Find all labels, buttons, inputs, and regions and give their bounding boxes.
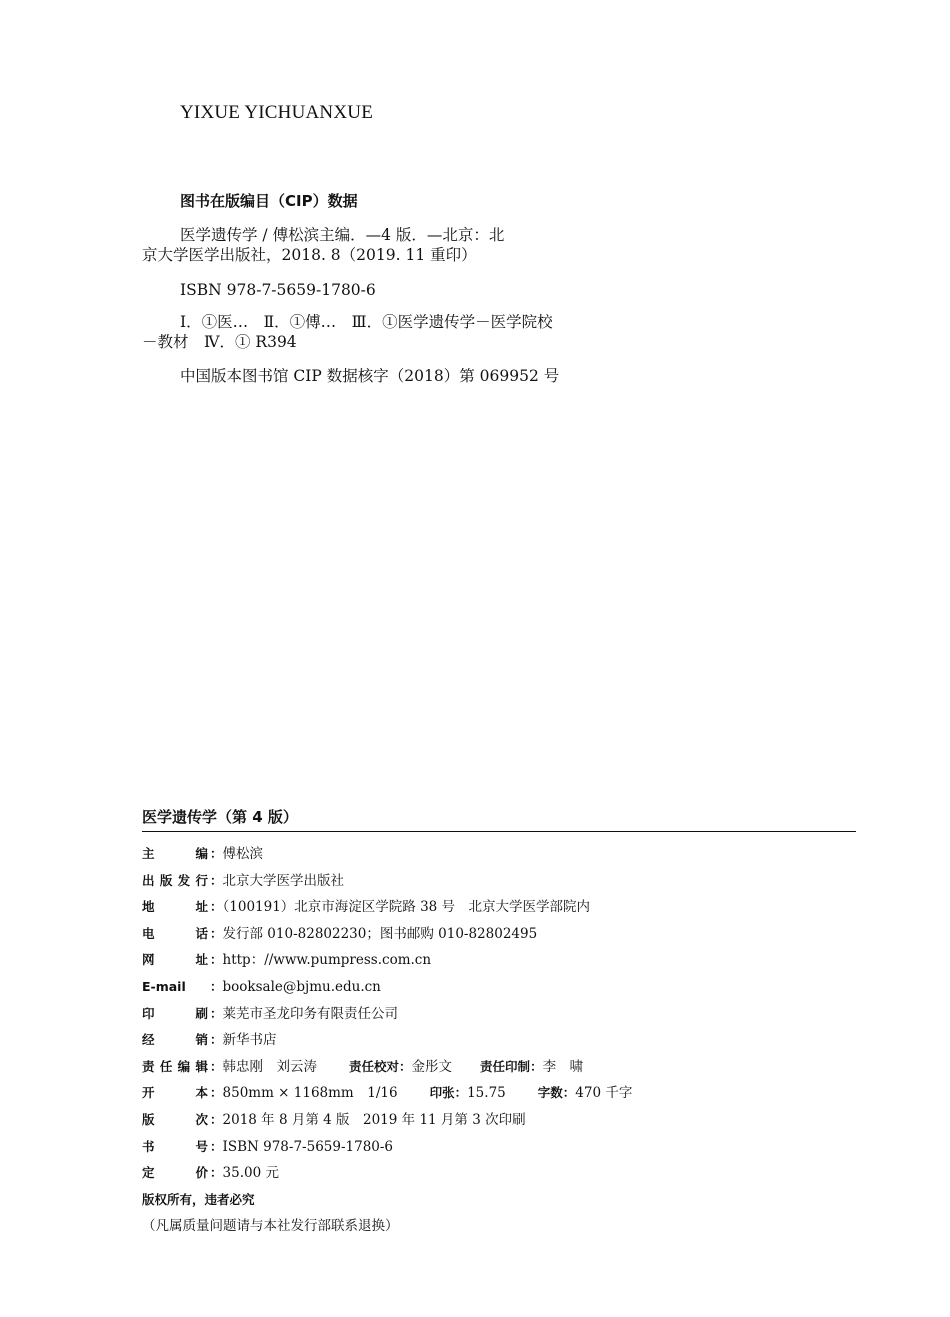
info-row-edition: 版次 ：2018 年 8 月第 4 版 2019 年 11 月第 3 次印刷 (142, 1109, 862, 1136)
edition-value: 2018 年 8 月第 4 版 2019 年 11 月第 3 次印刷 (222, 1111, 526, 1128)
cip-heading: 图书在版编目（CIP）数据 (180, 192, 358, 210)
info-row-email: E-mail ：booksale@bjmu.edu.cn (142, 976, 862, 1003)
info-row-publisher: 出版发行 ：北京大学医学出版社 (142, 870, 862, 897)
words-value: 470 千字 (575, 1085, 633, 1102)
printer-value: 莱芜市圣龙印务有限责任公司 (222, 1005, 399, 1022)
cip-line-3: ISBN 978-7-5659-1780-6 (180, 281, 376, 299)
edition-label: 版次 (142, 1111, 208, 1127)
editor-value: 傅松滨 (222, 846, 264, 862)
distributor-value: 新华书店 (222, 1032, 277, 1049)
address-value: （100191）北京市海淀区学院路 38 号 北京大学医学部院内 (222, 899, 591, 916)
cip-line-5: －教材 Ⅳ．① R394 (142, 333, 297, 351)
pinyin-title: YIXUE YICHUANXUE (180, 102, 373, 123)
website-label: 网址 (142, 952, 208, 968)
staff-proof-label: 责任校对 (349, 1058, 400, 1074)
isbn-value: ISBN 978-7-5659-1780-6 (222, 1138, 394, 1155)
price-label: 定价 (142, 1165, 208, 1181)
info-row-format: 开本 ：850mm × 1168mm 1/16 印张：15.75 字数：470 千字 (142, 1082, 862, 1109)
publisher-value: 北京大学医学出版社 (222, 872, 345, 889)
isbn-label: 书号 (142, 1138, 208, 1154)
info-row-price: 定价 ：35.00 元 (142, 1162, 862, 1189)
info-row-address: 地址 ：（100191）北京市海淀区学院路 38 号 北京大学医学部院内 (142, 896, 862, 923)
cip-isbn (142, 280, 622, 300)
staff-proof-value: 金彤文 (411, 1058, 453, 1075)
phone-label: 电话 (142, 925, 208, 941)
info-row-editor: 主编 ：傅松滨 (142, 843, 862, 870)
info-row-rights (142, 1189, 862, 1216)
staff-editor-value: 韩忠刚 刘云涛 (222, 1058, 318, 1075)
printer-label: 印刷 (142, 1005, 208, 1021)
book-title: 医学遗传学（第 4 版） (142, 808, 298, 826)
info-row-website: 网址 ：http：//www.pumpress.com.cn (142, 949, 862, 976)
words-label: 字数 (537, 1085, 563, 1101)
sheets-label: 印张 (429, 1085, 455, 1101)
divider-rule (142, 831, 856, 832)
publication-info (142, 843, 862, 1242)
rights-notice: 版权所有，违者必究 (142, 1191, 255, 1207)
format-value: 850mm × 1168mm 1/16 (222, 1085, 398, 1102)
email-value: booksale@bjmu.edu.cn (222, 978, 381, 995)
info-row-distributor: 经销 ：新华书店 (142, 1029, 862, 1056)
phone-value: 发行部 010-82802230；图书邮购 010-82802495 (222, 925, 538, 942)
staff-print-value: 李 啸 (542, 1058, 584, 1075)
cip-record (142, 366, 622, 386)
website-value: http：//www.pumpress.com.cn (222, 952, 432, 969)
editor-label: 主编 (142, 846, 208, 861)
cip-line-6: 中国版本图书馆 CIP 数据核字（2018）第 069952 号 (180, 367, 560, 385)
price-value: 35.00 元 (222, 1165, 279, 1182)
sheets-value: 15.75 (467, 1085, 506, 1102)
cip-line-1: 医学遗传学 / 傅松滨主编．—4 版．—北京：北 (180, 226, 505, 244)
info-row-phone: 电话 ：发行部 010-82802230；图书邮购 010-82802495 (142, 923, 862, 950)
distributor-label: 经销 (142, 1032, 208, 1048)
address-label: 地址 (142, 899, 208, 915)
cip-classification (142, 312, 622, 352)
info-row-staff: 责任编辑 ：韩忠刚 刘云涛 责任校对：金彤文 责任印制：李 啸 (142, 1056, 862, 1083)
staff-editor-label: 责任编辑 (142, 1058, 208, 1074)
info-row-returns (142, 1215, 862, 1242)
cip-line-2: 京大学医学出版社，2018. 8（2019. 11 重印） (142, 246, 477, 264)
cip-line-4: Ⅰ．①医… Ⅱ．①傅… Ⅲ．①医学遗传学－医学院校 (180, 313, 553, 331)
cip-entry (142, 225, 622, 265)
info-row-printer: 印刷 ：莱芜市圣龙印务有限责任公司 (142, 1003, 862, 1030)
publisher-label: 出版发行 (142, 872, 208, 888)
staff-print-label: 责任印制 (480, 1058, 531, 1074)
returns-notice: （凡属质量问题请与本社发行部联系退换） (142, 1218, 399, 1235)
format-label: 开本 (142, 1085, 208, 1101)
info-row-isbn: 书号 ：ISBN 978-7-5659-1780-6 (142, 1136, 862, 1163)
email-label: E-mail (142, 978, 186, 994)
